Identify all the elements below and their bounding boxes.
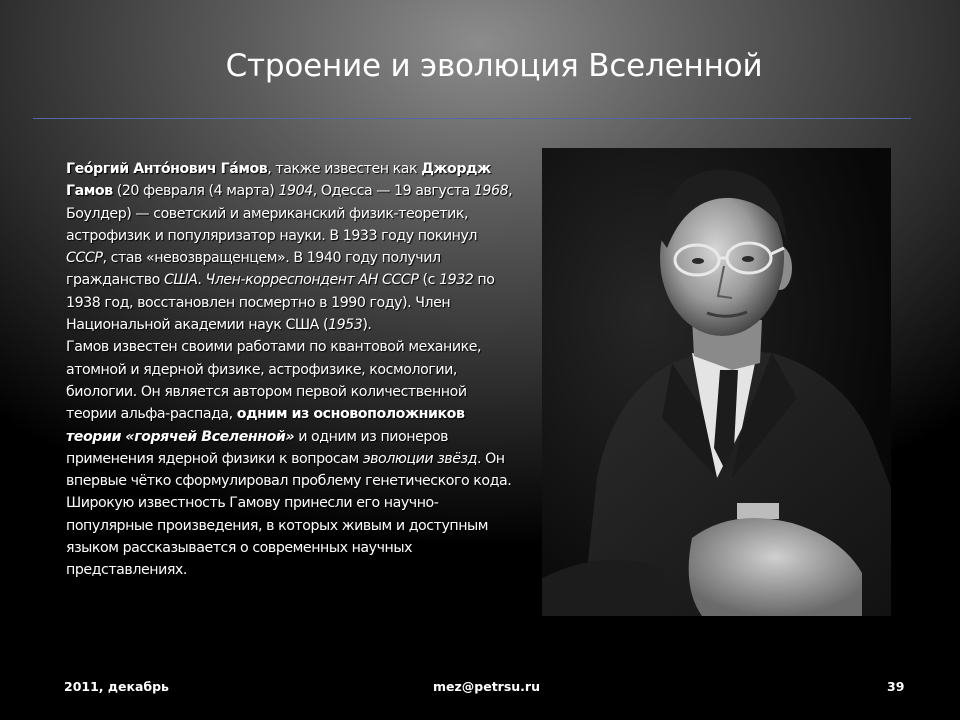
biography-paragraph-1 [66, 158, 516, 336]
text-span: , Боулдер) — советский и американский физик-теоретик, астрофизик и популяризатор науки. В 1933 году покинул [66, 183, 513, 244]
hot-universe-bold-italic: теории «горячей Вселенной» [66, 428, 295, 445]
slide-number: 39 [887, 679, 905, 694]
text-span: , Одесса — 19 августа [312, 183, 474, 200]
text-span: . [197, 272, 206, 289]
name-bold: Гео́ргий Анто́нович Га́мов [66, 161, 268, 177]
text-span: . Он впервые чётко сформулировал проблему генетического кода. Широкую известность Гамову принесли его научно-популярные произведения, в которых живым и доступным языком рассказывается о современных научных представлениях. [66, 450, 512, 579]
text-span: (20 февраля (4 марта) [112, 183, 279, 200]
corr-member-italic: Член-корреспондент АН СССР [205, 272, 419, 289]
title-divider [33, 118, 911, 119]
year-1932: 1932 [439, 272, 474, 289]
text-span: по 1938 год, восстановлен посмертно в 1990 году). Член Национальной академии наук США ( [66, 272, 495, 334]
text-span: , также известен как [267, 161, 422, 177]
year-1953: 1953 [328, 317, 363, 334]
footer-date: 2011, декабрь [64, 679, 169, 694]
biography-paragraph-2 [66, 336, 516, 581]
text-span: Гамов известен своими работами по квантовой механике, атомной и ядерной физике, астрофизике, космологии, биологии. Он является автором первой количественной теории альфа-распада, [66, 339, 482, 423]
star-evolution-italic: эволюции звёзд [362, 450, 477, 467]
alt-name-bold: Джордж Гамов [66, 161, 491, 200]
footer-email: mez@petrsu.ru [433, 679, 540, 694]
text-span: и одним из пионеров применения ядерной физики к вопросам [66, 428, 449, 467]
text-span: (с [418, 272, 440, 289]
text-span: , став «невозвращенцем». В 1940 году получил гражданство [66, 250, 441, 289]
slide-title: Строение и эволюция Вселенной [225, 48, 763, 84]
year-death: 1968 [473, 183, 509, 200]
year-birth: 1904 [278, 183, 313, 200]
portrait-photo [542, 148, 891, 616]
ussr-italic: СССР [66, 250, 103, 267]
founders-bold: одним из основоположников [236, 406, 465, 423]
biography-text [66, 158, 516, 582]
text-span: ). [362, 317, 372, 334]
usa-italic: США [163, 272, 198, 289]
